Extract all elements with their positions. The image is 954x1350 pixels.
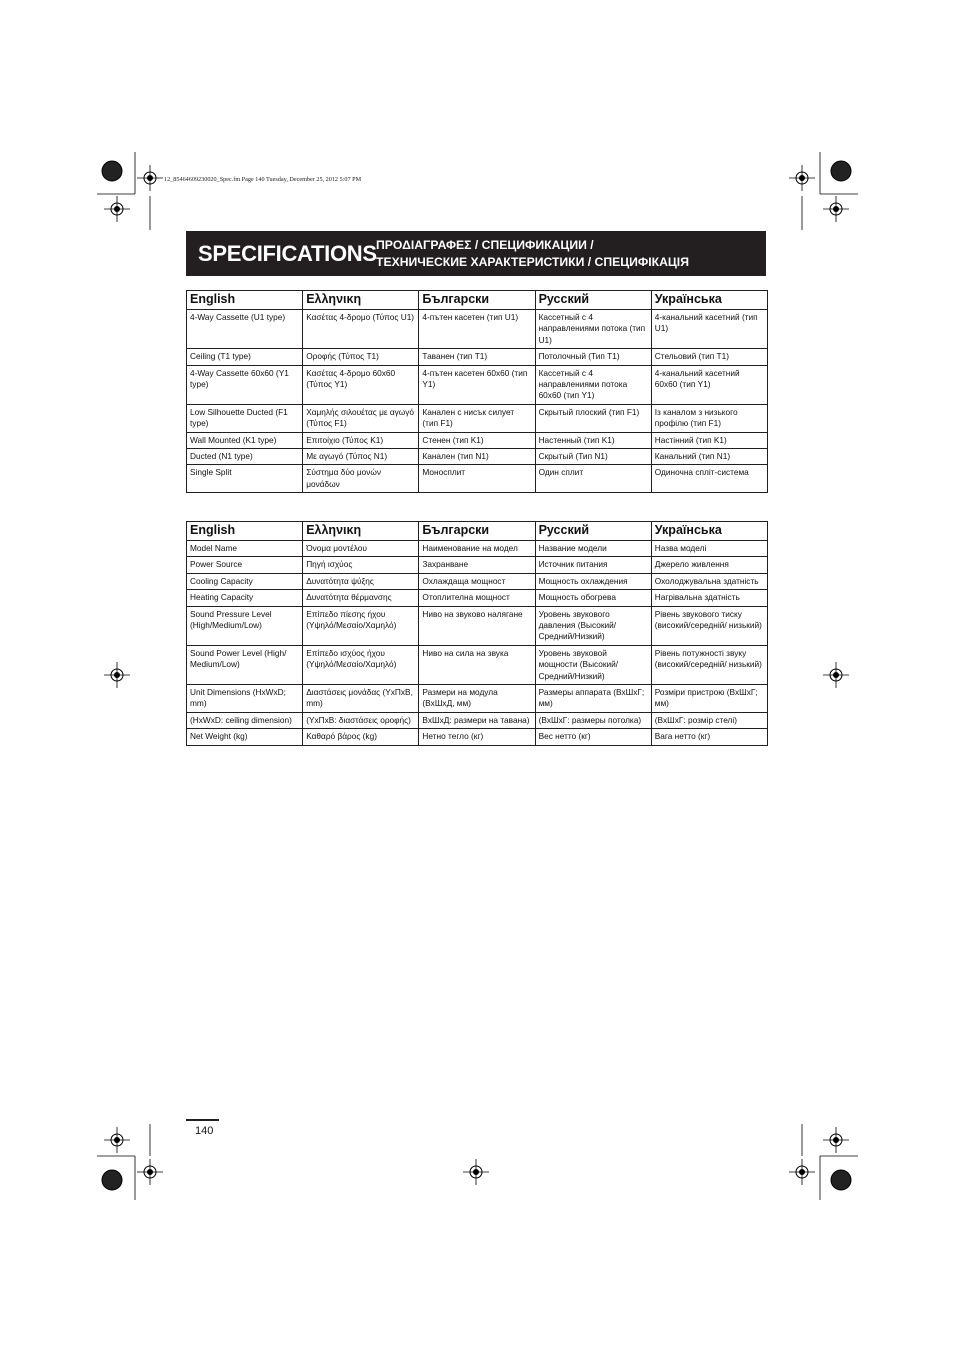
table-row: [187, 645, 768, 684]
table-row: [187, 449, 768, 465]
registration-disc-icon: [831, 161, 851, 181]
table-row: [187, 432, 768, 448]
column-header: Українська: [651, 522, 767, 541]
specification-terms-table: [186, 521, 768, 746]
column-header: Русский: [535, 522, 651, 541]
table-cell: Мощность обогрева: [535, 590, 651, 606]
registration-cross-icon: [104, 196, 130, 222]
column-header: Български: [419, 291, 535, 310]
table-cell: Моносплит: [419, 465, 535, 493]
table-cell: Скрытый (Тип N1): [535, 449, 651, 465]
table-row: [187, 590, 768, 606]
table-header-row: [187, 291, 768, 310]
table-cell: Ducted (N1 type): [187, 449, 303, 465]
table-row: [187, 310, 768, 349]
registration-disc-icon: [831, 1170, 851, 1190]
table-cell: Канальний (тип N1): [651, 449, 767, 465]
table-row: [187, 729, 768, 745]
unit-type-table: [186, 290, 768, 493]
table-cell: 4-канальний касетний 60x60 (тип Y1): [651, 365, 767, 404]
table-cell: Стельовий (тип T1): [651, 349, 767, 365]
table-cell: Καθαρό βάρος (kg): [303, 729, 419, 745]
table-cell: ВxШxД: размери на тавана): [419, 712, 535, 728]
table-cell: Sound Pressure Level (High/Medium/Low): [187, 606, 303, 645]
registration-cross-icon: [104, 1127, 130, 1153]
table-cell: Κασέτας 4-δρομο 60x60 (Τύπος Y1): [303, 365, 419, 404]
table-row: [187, 365, 768, 404]
table-cell: Канален с нисък силует (тип F1): [419, 404, 535, 432]
table-cell: (ВхШхГ: розмір стелі): [651, 712, 767, 728]
table-cell: Наименование на модел: [419, 541, 535, 557]
table-cell: Один сплит: [535, 465, 651, 493]
registration-cross-icon: [789, 165, 815, 191]
table-cell: Χαμηλής σιλουέτας με αγωγό (Τύπος F1): [303, 404, 419, 432]
column-header: Български: [419, 522, 535, 541]
table-cell: Διαστάσεις μονάδας (ΥxΠxΒ, mm): [303, 685, 419, 713]
table-cell: Επίπεδο ισχύος ήχου (Υψηλό/Μεσαίο/Χαμηλό): [303, 645, 419, 684]
table-cell: Назва моделі: [651, 541, 767, 557]
table-cell: Power Source: [187, 557, 303, 573]
table-cell: Heating Capacity: [187, 590, 303, 606]
table-cell: Με αγωγό (Τύπος N1): [303, 449, 419, 465]
specifications-banner: [186, 231, 766, 276]
table-row: [187, 541, 768, 557]
table-cell: Мощность охлаждения: [535, 573, 651, 589]
table-cell: Кассетный с 4 направлениями потока (тип U1): [535, 310, 651, 349]
table-cell: Скрытый плоский (тип F1): [535, 404, 651, 432]
table-row: [187, 606, 768, 645]
table-cell: Название модели: [535, 541, 651, 557]
column-header: Ελληνικη: [303, 291, 419, 310]
table-cell: Уровень звуковой мощности (Высокий/ Средний/Низкий): [535, 645, 651, 684]
table-cell: Одиночна спліт-система: [651, 465, 767, 493]
table-cell: Отоплителна мощност: [419, 590, 535, 606]
table-cell: Ceiling (T1 type): [187, 349, 303, 365]
table-cell: Уровень звукового давления (Высокий/ Средний/Низкий): [535, 606, 651, 645]
table-cell: Настенный (тип K1): [535, 432, 651, 448]
table-row: [187, 465, 768, 493]
page-number: 140: [195, 1125, 214, 1137]
table-cell: Розміри пристрою (ВхШхГ; мм): [651, 685, 767, 713]
table-cell: Δυνατότητα θέρμανσης: [303, 590, 419, 606]
table-cell: Δυνατότητα ψύξης: [303, 573, 419, 589]
table-cell: Джерело живлення: [651, 557, 767, 573]
table-cell: Low Silhouette Ducted (F1 type): [187, 404, 303, 432]
table-cell: Model Name: [187, 541, 303, 557]
table-row: [187, 573, 768, 589]
subtitle-line: ΠΡΟΔΙΑΓΡΑΦΕΣ / СПЕЦИФИКАЦИИ /: [376, 237, 594, 252]
table-cell: Ниво на сила на звука: [419, 645, 535, 684]
registration-cross-icon: [137, 1159, 163, 1185]
table-cell: Нагрівальна здатність: [651, 590, 767, 606]
table-cell: Із каналом з низького профілю (тип F1): [651, 404, 767, 432]
table-cell: (ВxШxГ: размеры потолка): [535, 712, 651, 728]
table-row: [187, 712, 768, 728]
registration-cross-icon: [463, 1159, 489, 1185]
table-cell: Wall Mounted (K1 type): [187, 432, 303, 448]
page-number-rule: [186, 1119, 219, 1121]
registration-cross-icon: [823, 662, 849, 688]
table-header-row: [187, 522, 768, 541]
table-cell: Кассетный с 4 направлениями потока 60x60 (тип Y1): [535, 365, 651, 404]
registration-cross-icon: [104, 662, 130, 688]
table-cell: Cooling Capacity: [187, 573, 303, 589]
table-cell: 4-Way Cassette (U1 type): [187, 310, 303, 349]
column-header: Українська: [651, 291, 767, 310]
table-cell: Net Weight (kg): [187, 729, 303, 745]
page-subtitle: [376, 237, 689, 271]
column-header: Русский: [535, 291, 651, 310]
column-header: English: [187, 291, 303, 310]
table-cell: (HxWxD: ceiling dimension): [187, 712, 303, 728]
table-cell: Рівень потужності звуку (високий/середній/ низький): [651, 645, 767, 684]
table-cell: Unit Dimensions (HxWxD; mm): [187, 685, 303, 713]
table-body: [187, 310, 768, 493]
print-header: 12_85464609230020_Spec.fm Page 140 Tuesday, December 25, 2012 5:07 PM: [164, 176, 362, 183]
table-cell: Настінний (тип K1): [651, 432, 767, 448]
table-cell: Κασέτας 4-δρομο (Τύπος U1): [303, 310, 419, 349]
table-cell: Стенен (тип K1): [419, 432, 535, 448]
registration-cross-icon: [823, 1127, 849, 1153]
table-cell: 4-пътен касетен (тип U1): [419, 310, 535, 349]
table-cell: Таванен (тип T1): [419, 349, 535, 365]
registration-cross-icon: [137, 165, 163, 191]
registration-disc-icon: [102, 161, 122, 181]
table-cell: Επίπεδο πίεσης ήχου (Υψηλό/Μεσαίο/Χαμηλό): [303, 606, 419, 645]
table-cell: Источник питания: [535, 557, 651, 573]
table-cell: 4-канальний касетний (тип U1): [651, 310, 767, 349]
table-cell: Επιτοίχιο (Τύπος K1): [303, 432, 419, 448]
table-cell: Размеры аппарата (ВxШxГ; мм): [535, 685, 651, 713]
table-cell: Single Split: [187, 465, 303, 493]
table-cell: (ΥxΠxΒ: διαστάσεις οροφής): [303, 712, 419, 728]
table-row: [187, 404, 768, 432]
column-header: English: [187, 522, 303, 541]
table-cell: Sound Power Level (High/ Medium/Low): [187, 645, 303, 684]
table-cell: Захранване: [419, 557, 535, 573]
table-cell: Потолочный (Тип T1): [535, 349, 651, 365]
table-cell: 4-пътен касетен 60x60 (тип Y1): [419, 365, 535, 404]
table-cell: Πηγή ισχύος: [303, 557, 419, 573]
table-cell: Вага нетто (кг): [651, 729, 767, 745]
subtitle-line: ТЕХНИЧЕСКИЕ ХАРАКТЕРИСТИКИ / СПЕЦИФІКАЦІЯ: [376, 254, 689, 269]
table-row: [187, 685, 768, 713]
registration-cross-icon: [823, 196, 849, 222]
registration-cross-icon: [789, 1159, 815, 1185]
table-row: [187, 349, 768, 365]
page-title: SPECIFICATIONS: [198, 240, 377, 266]
column-header: Ελληνικη: [303, 522, 419, 541]
table-cell: Ниво на звуково налягане: [419, 606, 535, 645]
table-cell: Нетно тегло (кг): [419, 729, 535, 745]
table-cell: Размери на модула (ВxШxД, мм): [419, 685, 535, 713]
table-cell: Охлаждаща мощност: [419, 573, 535, 589]
table-cell: Οροφής (Τύπος T1): [303, 349, 419, 365]
table-cell: Рівень звукового тиску (високий/середній/ низький): [651, 606, 767, 645]
table-body: [187, 541, 768, 746]
table-row: [187, 557, 768, 573]
table-cell: Όνομα μοντέλου: [303, 541, 419, 557]
table-cell: Вес нетто (кг): [535, 729, 651, 745]
table-cell: Охолоджувальна здатність: [651, 573, 767, 589]
table-cell: Σύστημα δύο μονών μονάδων: [303, 465, 419, 493]
registration-disc-icon: [102, 1170, 122, 1190]
table-cell: 4-Way Cassette 60x60 (Y1 type): [187, 365, 303, 404]
table-cell: Канален (тип N1): [419, 449, 535, 465]
